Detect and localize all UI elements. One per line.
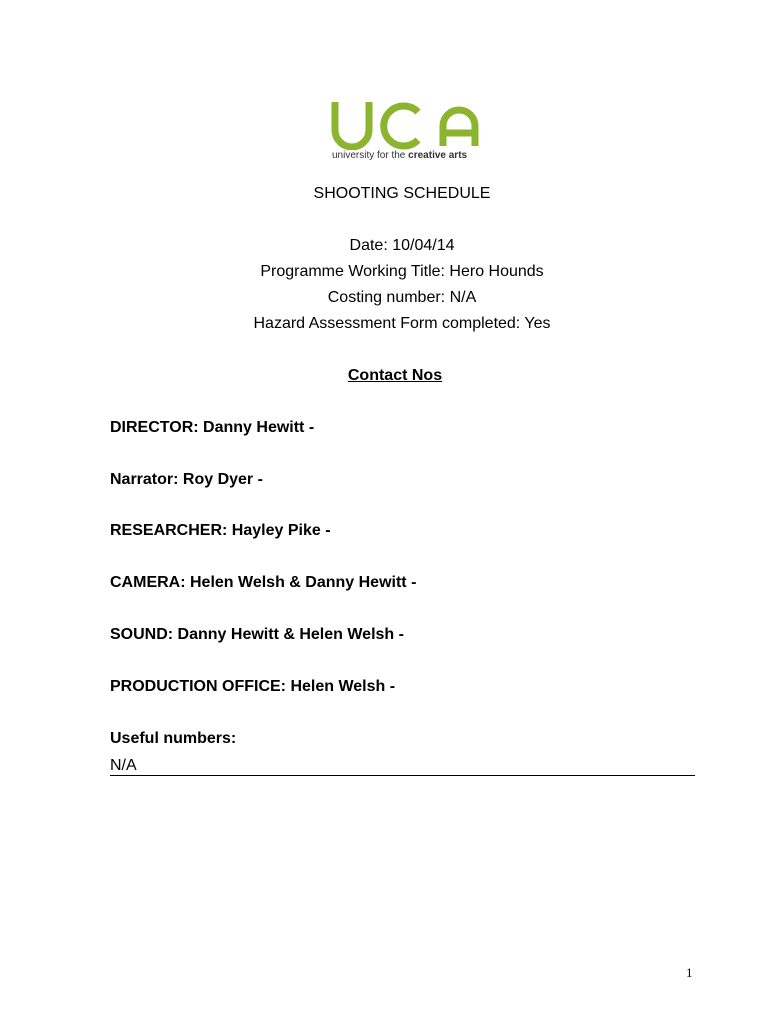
director-line: DIRECTOR: Danny Hewitt - bbox=[110, 419, 315, 436]
camera-line: CAMERA: Helen Welsh & Danny Hewitt - bbox=[110, 574, 417, 591]
production-office-line: PRODUCTION OFFICE: Helen Welsh - bbox=[110, 678, 396, 695]
sound-line: SOUND: Danny Hewitt & Helen Welsh - bbox=[110, 626, 404, 643]
researcher-line: RESEARCHER: Hayley Pike - bbox=[110, 522, 331, 539]
working-title-line: Programme Working Title: Hero Hounds bbox=[260, 263, 544, 280]
useful-numbers-value: N/A bbox=[110, 757, 137, 774]
logo-tagline-bold: creative arts bbox=[408, 150, 468, 161]
uca-logo-mark bbox=[330, 100, 480, 150]
uca-logo bbox=[330, 100, 480, 166]
narrator-line: Narrator: Roy Dyer - bbox=[110, 471, 263, 488]
useful-numbers-label: Useful numbers: bbox=[110, 730, 237, 747]
costing-line: Costing number: N/A bbox=[327, 289, 477, 306]
contact-nos-heading: Contact Nos bbox=[347, 367, 443, 384]
page-number: 1 bbox=[686, 965, 693, 980]
document-title: SHOOTING SCHEDULE bbox=[313, 185, 491, 202]
uca-logo-tagline bbox=[332, 150, 482, 161]
hazard-line: Hazard Assessment Form completed: Yes bbox=[253, 315, 551, 332]
date-line: Date: 10/04/14 bbox=[349, 237, 455, 254]
underline-rule bbox=[110, 775, 695, 776]
logo-tagline-plain: university for the bbox=[332, 150, 409, 161]
